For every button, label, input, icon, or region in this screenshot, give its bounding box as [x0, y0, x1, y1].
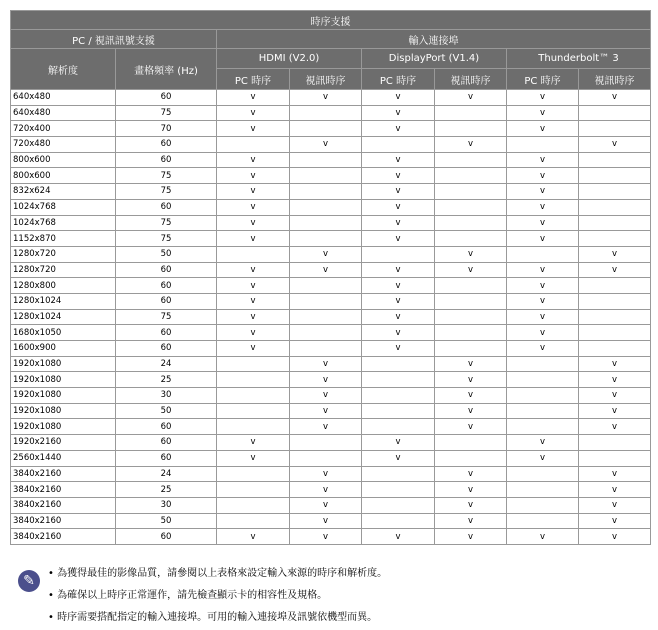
- tb-pc-cell: v: [507, 152, 579, 168]
- displayport-header: DisplayPort (V1.4): [362, 49, 507, 69]
- hdmi-video-cell: [290, 435, 362, 451]
- dp-video-cell: [435, 341, 507, 357]
- resolution-cell: 3840x2160: [11, 466, 116, 482]
- tb-pc-cell: v: [507, 293, 579, 309]
- dp-pc-cell: v: [362, 278, 435, 294]
- dp-video-cell: [435, 168, 507, 184]
- hdmi-pc-cell: [217, 419, 290, 435]
- hdmi-pc-cell: v: [217, 450, 290, 466]
- hdmi-video-cell: [290, 278, 362, 294]
- table-row: [11, 105, 651, 121]
- dp-pc-cell: v: [362, 90, 435, 106]
- refresh-rate-cell: 60: [116, 199, 217, 215]
- tb-video-cell: v: [579, 388, 651, 404]
- refresh-rate-cell: 60: [116, 419, 217, 435]
- table-row: [11, 529, 651, 545]
- refresh-rate-cell: 50: [116, 246, 217, 262]
- tb-pc-cell: v: [507, 262, 579, 278]
- hdmi-pc-cell: v: [217, 435, 290, 451]
- tb-pc-cell: [507, 419, 579, 435]
- refresh-rate-header: 畫格頻率 (Hz): [116, 49, 217, 90]
- table-row: [11, 262, 651, 278]
- tb-video-cell: [579, 215, 651, 231]
- table-row: [11, 325, 651, 341]
- hdmi-pc-cell: v: [217, 262, 290, 278]
- hdmi-pc-cell: v: [217, 215, 290, 231]
- hdmi-pc-cell: v: [217, 278, 290, 294]
- table-row: [11, 152, 651, 168]
- tb-pc-cell: [507, 372, 579, 388]
- resolution-cell: 720x480: [11, 137, 116, 153]
- dp-pc-cell: v: [362, 325, 435, 341]
- refresh-rate-cell: 60: [116, 278, 217, 294]
- pencil-icon: ✎: [18, 570, 40, 592]
- hdmi-pc-cell: [217, 388, 290, 404]
- refresh-rate-cell: 75: [116, 215, 217, 231]
- hdmi-video-cell: [290, 105, 362, 121]
- hdmi-video-cell: [290, 325, 362, 341]
- dp-video-cell: v: [435, 529, 507, 545]
- tb-video-cell: v: [579, 90, 651, 106]
- dp-pc-cell: v: [362, 231, 435, 247]
- tb-pc-cell: [507, 356, 579, 372]
- tb-video-cell: v: [579, 529, 651, 545]
- dp-video-cell: [435, 199, 507, 215]
- dp-pc-cell: v: [362, 309, 435, 325]
- hdmi-pc-cell: [217, 356, 290, 372]
- tb-video-cell: v: [579, 372, 651, 388]
- dp-video-cell: v: [435, 513, 507, 529]
- table-row: [11, 466, 651, 482]
- tb-pc-timing-header: PC 時序: [507, 69, 579, 90]
- hdmi-pc-cell: v: [217, 231, 290, 247]
- hdmi-video-cell: v: [290, 262, 362, 278]
- refresh-rate-cell: 75: [116, 105, 217, 121]
- resolution-cell: 1280x1024: [11, 309, 116, 325]
- resolution-cell: 1920x1080: [11, 356, 116, 372]
- tb-video-cell: [579, 293, 651, 309]
- dp-pc-cell: [362, 403, 435, 419]
- resolution-cell: 832x624: [11, 184, 116, 200]
- refresh-rate-cell: 75: [116, 231, 217, 247]
- hdmi-pc-cell: v: [217, 199, 290, 215]
- dp-pc-cell: [362, 372, 435, 388]
- tb-video-cell: [579, 184, 651, 200]
- dp-pc-cell: [362, 419, 435, 435]
- tb-video-cell: [579, 231, 651, 247]
- table-row: [11, 372, 651, 388]
- hdmi-video-cell: v: [290, 419, 362, 435]
- hdmi-video-cell: [290, 293, 362, 309]
- dp-pc-cell: v: [362, 121, 435, 137]
- hdmi-pc-timing-header: PC 時序: [217, 69, 290, 90]
- resolution-cell: 1280x800: [11, 278, 116, 294]
- refresh-rate-cell: 75: [116, 184, 217, 200]
- timing-table-body: [11, 90, 651, 545]
- dp-video-cell: v: [435, 403, 507, 419]
- table-row: [11, 309, 651, 325]
- table-row: [11, 356, 651, 372]
- hdmi-video-cell: [290, 199, 362, 215]
- tb-video-cell: [579, 105, 651, 121]
- table-row: [11, 450, 651, 466]
- resolution-cell: 800x600: [11, 152, 116, 168]
- dp-video-cell: v: [435, 90, 507, 106]
- hdmi-pc-cell: v: [217, 325, 290, 341]
- resolution-cell: 1920x1080: [11, 403, 116, 419]
- resolution-cell: 1920x1080: [11, 372, 116, 388]
- input-port-header: 輸入連接埠: [217, 30, 651, 49]
- tb-pc-cell: v: [507, 184, 579, 200]
- refresh-rate-cell: 60: [116, 435, 217, 451]
- resolution-cell: 1920x1080: [11, 419, 116, 435]
- dp-video-cell: [435, 152, 507, 168]
- dp-video-cell: [435, 215, 507, 231]
- dp-pc-cell: v: [362, 435, 435, 451]
- hdmi-video-cell: [290, 152, 362, 168]
- timing-table: [10, 10, 651, 545]
- note-1: • 為獲得最佳的影像品質，請參閱以上表格來設定輸入來源的時序和解析度。: [48, 564, 387, 579]
- dp-pc-cell: v: [362, 293, 435, 309]
- tb-pc-cell: [507, 388, 579, 404]
- refresh-rate-cell: 60: [116, 325, 217, 341]
- hdmi-video-cell: v: [290, 246, 362, 262]
- refresh-rate-cell: 60: [116, 450, 217, 466]
- tb-pc-cell: v: [507, 450, 579, 466]
- tb-video-cell: [579, 435, 651, 451]
- refresh-rate-cell: 60: [116, 90, 217, 106]
- notes-section: [10, 562, 650, 626]
- hdmi-pc-cell: [217, 403, 290, 419]
- dp-video-cell: v: [435, 137, 507, 153]
- resolution-cell: 640x480: [11, 105, 116, 121]
- tb-pc-cell: [507, 403, 579, 419]
- refresh-rate-cell: 75: [116, 168, 217, 184]
- tb-pc-cell: [507, 482, 579, 498]
- hdmi-video-cell: [290, 184, 362, 200]
- tb-video-cell: [579, 450, 651, 466]
- refresh-rate-cell: 25: [116, 372, 217, 388]
- table-row: [11, 215, 651, 231]
- dp-pc-cell: v: [362, 215, 435, 231]
- tb-video-cell: v: [579, 137, 651, 153]
- tb-video-timing-header: 視訊時序: [579, 69, 651, 90]
- tb-video-cell: v: [579, 497, 651, 513]
- table-row: [11, 482, 651, 498]
- hdmi-video-cell: [290, 215, 362, 231]
- dp-video-cell: v: [435, 497, 507, 513]
- tb-video-cell: v: [579, 513, 651, 529]
- hdmi-video-cell: v: [290, 356, 362, 372]
- hdmi-pc-cell: v: [217, 168, 290, 184]
- tb-video-cell: v: [579, 262, 651, 278]
- refresh-rate-cell: 25: [116, 482, 217, 498]
- tb-video-cell: [579, 168, 651, 184]
- refresh-rate-cell: 60: [116, 529, 217, 545]
- table-row: [11, 435, 651, 451]
- tb-video-cell: [579, 309, 651, 325]
- dp-pc-cell: [362, 513, 435, 529]
- tb-pc-cell: v: [507, 529, 579, 545]
- dp-pc-cell: v: [362, 450, 435, 466]
- hdmi-video-cell: [290, 341, 362, 357]
- table-row: [11, 90, 651, 106]
- hdmi-pc-cell: [217, 137, 290, 153]
- resolution-cell: 1920x2160: [11, 435, 116, 451]
- refresh-rate-cell: 24: [116, 466, 217, 482]
- hdmi-video-cell: v: [290, 513, 362, 529]
- hdmi-pc-cell: v: [217, 152, 290, 168]
- tb-video-cell: v: [579, 482, 651, 498]
- table-row: [11, 121, 651, 137]
- table-row: [11, 403, 651, 419]
- hdmi-pc-cell: v: [217, 121, 290, 137]
- dp-pc-cell: v: [362, 184, 435, 200]
- dp-pc-cell: v: [362, 199, 435, 215]
- dp-video-cell: v: [435, 419, 507, 435]
- tb-pc-cell: v: [507, 105, 579, 121]
- dp-pc-cell: [362, 388, 435, 404]
- hdmi-pc-cell: v: [217, 529, 290, 545]
- dp-video-cell: v: [435, 262, 507, 278]
- tb-pc-cell: v: [507, 435, 579, 451]
- hdmi-video-cell: v: [290, 137, 362, 153]
- dp-pc-cell: v: [362, 529, 435, 545]
- tb-pc-cell: v: [507, 325, 579, 341]
- hdmi-video-cell: v: [290, 482, 362, 498]
- tb-pc-cell: v: [507, 90, 579, 106]
- table-row: [11, 513, 651, 529]
- dp-video-cell: [435, 121, 507, 137]
- resolution-cell: 1024x768: [11, 215, 116, 231]
- tb-video-cell: v: [579, 466, 651, 482]
- dp-pc-cell: [362, 497, 435, 513]
- dp-video-timing-header: 視訊時序: [435, 69, 507, 90]
- tb-video-cell: [579, 325, 651, 341]
- dp-video-cell: [435, 309, 507, 325]
- hdmi-video-cell: v: [290, 90, 362, 106]
- resolution-cell: 3840x2160: [11, 529, 116, 545]
- dp-pc-cell: [362, 356, 435, 372]
- hdmi-video-cell: v: [290, 388, 362, 404]
- refresh-rate-cell: 60: [116, 152, 217, 168]
- resolution-cell: 3840x2160: [11, 497, 116, 513]
- dp-pc-cell: v: [362, 105, 435, 121]
- refresh-rate-cell: 24: [116, 356, 217, 372]
- hdmi-video-cell: [290, 231, 362, 247]
- resolution-cell: 1024x768: [11, 199, 116, 215]
- dp-video-cell: [435, 450, 507, 466]
- tb-pc-cell: v: [507, 309, 579, 325]
- dp-video-cell: [435, 435, 507, 451]
- hdmi-pc-cell: v: [217, 184, 290, 200]
- refresh-rate-cell: 60: [116, 137, 217, 153]
- hdmi-pc-cell: v: [217, 341, 290, 357]
- tb-pc-cell: v: [507, 168, 579, 184]
- hdmi-header: HDMI (V2.0): [217, 49, 362, 69]
- table-row: [11, 278, 651, 294]
- dp-pc-cell: v: [362, 152, 435, 168]
- thunderbolt-header: Thunderbolt™ 3: [507, 49, 651, 69]
- hdmi-video-cell: v: [290, 466, 362, 482]
- dp-pc-cell: [362, 482, 435, 498]
- hdmi-video-cell: [290, 121, 362, 137]
- tb-video-cell: [579, 199, 651, 215]
- table-row: [11, 184, 651, 200]
- table-row: [11, 388, 651, 404]
- table-row: [11, 497, 651, 513]
- hdmi-pc-cell: [217, 497, 290, 513]
- table-row: [11, 199, 651, 215]
- dp-video-cell: [435, 278, 507, 294]
- resolution-cell: 1280x720: [11, 246, 116, 262]
- hdmi-pc-cell: v: [217, 90, 290, 106]
- dp-video-cell: v: [435, 482, 507, 498]
- refresh-rate-cell: 60: [116, 262, 217, 278]
- dp-video-cell: v: [435, 246, 507, 262]
- tb-pc-cell: v: [507, 199, 579, 215]
- hdmi-pc-cell: v: [217, 293, 290, 309]
- refresh-rate-cell: 60: [116, 293, 217, 309]
- tb-pc-cell: v: [507, 341, 579, 357]
- hdmi-pc-cell: [217, 513, 290, 529]
- hdmi-pc-cell: v: [217, 105, 290, 121]
- table-row: [11, 168, 651, 184]
- refresh-rate-cell: 70: [116, 121, 217, 137]
- table-row: [11, 246, 651, 262]
- dp-video-cell: v: [435, 466, 507, 482]
- hdmi-pc-cell: [217, 372, 290, 388]
- dp-pc-cell: v: [362, 262, 435, 278]
- table-row: [11, 419, 651, 435]
- hdmi-pc-cell: [217, 482, 290, 498]
- pc-video-support-header: PC / 視訊訊號支援: [11, 30, 217, 49]
- refresh-rate-cell: 75: [116, 309, 217, 325]
- resolution-cell: 1280x1024: [11, 293, 116, 309]
- hdmi-video-cell: [290, 309, 362, 325]
- tb-pc-cell: v: [507, 121, 579, 137]
- refresh-rate-cell: 30: [116, 388, 217, 404]
- tb-pc-cell: [507, 246, 579, 262]
- tb-video-cell: [579, 121, 651, 137]
- resolution-cell: 1680x1050: [11, 325, 116, 341]
- table-row: [11, 137, 651, 153]
- refresh-rate-cell: 50: [116, 513, 217, 529]
- hdmi-video-cell: v: [290, 497, 362, 513]
- tb-pc-cell: v: [507, 231, 579, 247]
- resolution-cell: 1920x1080: [11, 388, 116, 404]
- dp-pc-cell: v: [362, 341, 435, 357]
- dp-video-cell: [435, 231, 507, 247]
- resolution-cell: 720x400: [11, 121, 116, 137]
- hdmi-pc-cell: [217, 466, 290, 482]
- resolution-cell: 800x600: [11, 168, 116, 184]
- resolution-cell: 1152x870: [11, 231, 116, 247]
- tb-video-cell: v: [579, 246, 651, 262]
- hdmi-video-cell: v: [290, 372, 362, 388]
- resolution-cell: 1280x720: [11, 262, 116, 278]
- refresh-rate-cell: 30: [116, 497, 217, 513]
- resolution-cell: 3840x2160: [11, 482, 116, 498]
- tb-pc-cell: [507, 513, 579, 529]
- tb-video-cell: [579, 152, 651, 168]
- hdmi-video-cell: [290, 168, 362, 184]
- note-2: • 為確保以上時序正常運作，請先檢查顯示卡的相容性及規格。: [48, 586, 327, 601]
- tb-video-cell: v: [579, 356, 651, 372]
- hdmi-video-cell: v: [290, 403, 362, 419]
- tb-pc-cell: v: [507, 278, 579, 294]
- resolution-cell: 1600x900: [11, 341, 116, 357]
- dp-video-cell: v: [435, 388, 507, 404]
- tb-pc-cell: [507, 497, 579, 513]
- dp-video-cell: v: [435, 356, 507, 372]
- tb-video-cell: [579, 341, 651, 357]
- dp-pc-cell: [362, 246, 435, 262]
- dp-video-cell: [435, 105, 507, 121]
- tb-video-cell: [579, 278, 651, 294]
- hdmi-video-cell: [290, 450, 362, 466]
- dp-video-cell: [435, 325, 507, 341]
- dp-video-cell: [435, 184, 507, 200]
- hdmi-pc-cell: [217, 246, 290, 262]
- table-row: [11, 341, 651, 357]
- tb-pc-cell: [507, 137, 579, 153]
- dp-pc-timing-header: PC 時序: [362, 69, 435, 90]
- resolution-header: 解析度: [11, 49, 116, 90]
- note-3: • 時序需要搭配指定的輸入連接埠。可用的輸入連接埠及訊號依機型而異。: [48, 608, 377, 623]
- dp-video-cell: [435, 293, 507, 309]
- resolution-cell: 640x480: [11, 90, 116, 106]
- tb-pc-cell: v: [507, 215, 579, 231]
- hdmi-video-timing-header: 視訊時序: [290, 69, 362, 90]
- resolution-cell: 2560x1440: [11, 450, 116, 466]
- table-title: 時序支援: [11, 11, 651, 30]
- tb-pc-cell: [507, 466, 579, 482]
- resolution-cell: 3840x2160: [11, 513, 116, 529]
- refresh-rate-cell: 60: [116, 341, 217, 357]
- hdmi-pc-cell: v: [217, 309, 290, 325]
- table-row: [11, 293, 651, 309]
- tb-video-cell: v: [579, 419, 651, 435]
- refresh-rate-cell: 50: [116, 403, 217, 419]
- dp-video-cell: v: [435, 372, 507, 388]
- hdmi-video-cell: v: [290, 529, 362, 545]
- dp-pc-cell: v: [362, 168, 435, 184]
- table-row: [11, 231, 651, 247]
- tb-video-cell: v: [579, 403, 651, 419]
- dp-pc-cell: [362, 466, 435, 482]
- dp-pc-cell: [362, 137, 435, 153]
